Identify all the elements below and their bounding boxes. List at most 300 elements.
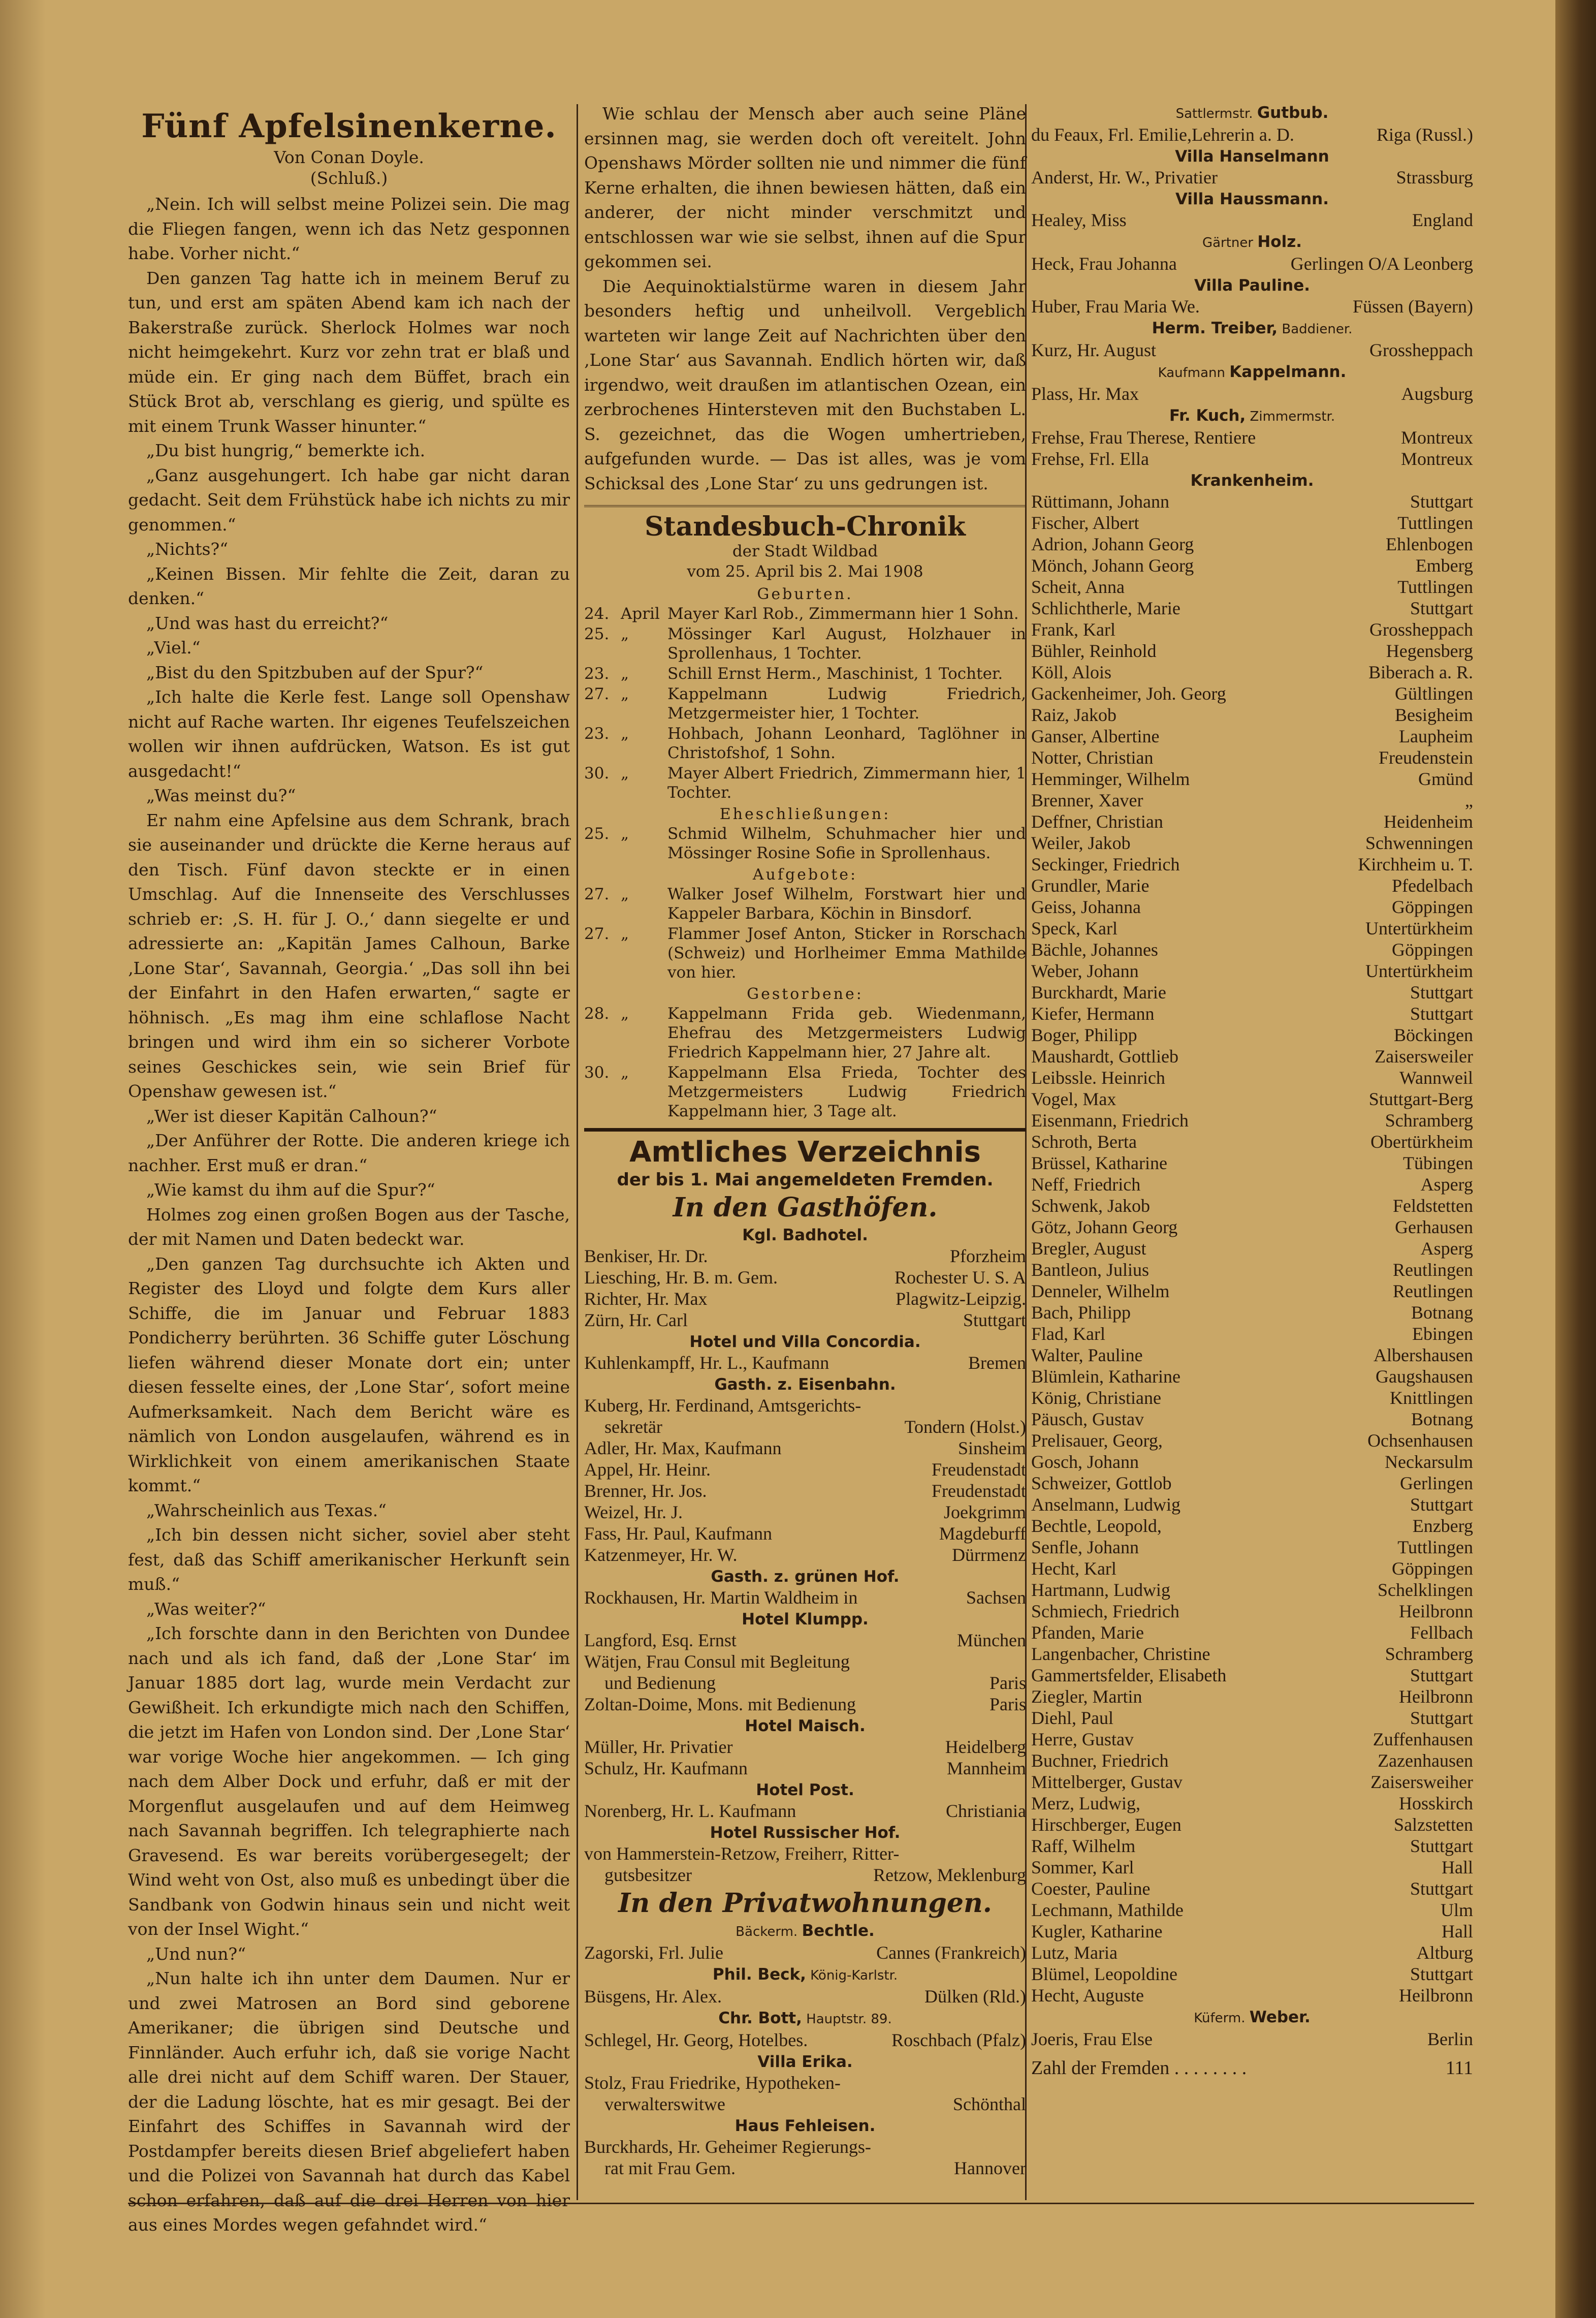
guest-name: Plass, Hr. Max xyxy=(1031,384,1139,404)
guest-name: Kuhlenkampff, Hr. L., Kaufmann xyxy=(584,1353,829,1373)
entry-text: Mayer Albert Friedrich, Zimmermann hier, 1 Tochter. xyxy=(667,764,1026,802)
lodging-name xyxy=(584,1921,1026,1942)
guest-name: Bregler, August xyxy=(1031,1238,1146,1259)
guest-origin: Schelklingen xyxy=(1378,1580,1473,1600)
guest-row xyxy=(1031,896,1473,918)
guest-line2 xyxy=(584,1416,1026,1437)
chronik-entry xyxy=(584,604,1026,623)
guest-row xyxy=(1031,339,1473,361)
chronik-title: Standesbuch-Chronik xyxy=(584,505,1026,541)
lodging-name xyxy=(1031,362,1473,383)
entry-text: Mössinger Karl August, Holzhauer in Sprollenhaus, 1 Tochter. xyxy=(667,624,1026,663)
guest-name: Schweizer, Gottlob xyxy=(1031,1473,1172,1493)
guest-origin: Joekgrimm xyxy=(944,1502,1026,1523)
guest-row xyxy=(1031,1942,1473,1963)
lodging-name xyxy=(584,1780,1026,1800)
guest-origin: Heidenheim xyxy=(1384,811,1473,832)
guest-origin: Fellbach xyxy=(1410,1622,1473,1643)
guest-origin: Pforzheim xyxy=(950,1246,1026,1267)
guest-origin: Gaugshausen xyxy=(1376,1366,1473,1387)
guest-row xyxy=(1031,747,1473,768)
entry-day: 28. xyxy=(584,1004,610,1023)
guest-name: Senfle, Johann xyxy=(1031,1537,1139,1557)
guest-row xyxy=(1031,1238,1473,1259)
lodging-label: Herm. Treiber, xyxy=(1152,319,1278,337)
guest-row xyxy=(1031,1110,1473,1131)
guest-origin: Retzow, Meklenburg xyxy=(873,1865,1026,1886)
guest-row xyxy=(584,1630,1026,1651)
guest-origin: Göppingen xyxy=(1392,897,1473,917)
column-guest-list xyxy=(1031,102,1473,2205)
guest-name: Kurz, Hr. August xyxy=(1031,340,1156,360)
guest-origin: Freudenstadt xyxy=(932,1459,1026,1480)
guest-row xyxy=(1031,768,1473,790)
story-paragraph: „Wie kamst du ihm auf die Spur?“ xyxy=(146,1180,435,1200)
guest-name: Benkiser, Hr. Dr. xyxy=(584,1246,708,1267)
guest-origin: Kirchheim u. T. xyxy=(1358,854,1473,874)
entry-text: Walker Josef Wilhelm, Forstwart hier und Kappeler Barbara, Köchin in Binsdorf. xyxy=(667,885,1026,923)
guest-name: Schulz, Hr. Kaufmann xyxy=(584,1758,748,1779)
story-author: Von Conan Doyle. xyxy=(274,147,424,168)
guest-origin: Böckingen xyxy=(1394,1025,1473,1045)
lodging-label: Villa Haussmann. xyxy=(1175,190,1329,208)
guest-origin: Tübingen xyxy=(1403,1153,1473,1173)
guest-name: Bächle, Johannes xyxy=(1031,939,1158,960)
guest-name: Bach, Philipp xyxy=(1031,1302,1131,1323)
guest-name: Burckhards, Hr. Geheimer Regierungs- xyxy=(584,2137,871,2157)
guest-origin: Freudenstadt xyxy=(932,1481,1026,1501)
guest-row xyxy=(1031,1430,1473,1451)
lodging-label: Gutbub. xyxy=(1257,104,1329,122)
lodging-name xyxy=(584,1332,1026,1352)
guest-row xyxy=(1031,167,1473,188)
guest-name: Kuberg, Hr. Ferdinand, Amtsgerichts- xyxy=(584,1395,861,1416)
guest-origin: Untertürkheim xyxy=(1365,961,1473,981)
chronik-entry xyxy=(584,824,1026,863)
lodging-name xyxy=(1031,2007,1473,2028)
lodging-name xyxy=(584,2008,1026,2029)
guest-origin: Stuttgart-Berg xyxy=(1368,1089,1473,1109)
guest-name: Stolz, Frau Friedrike, Hypotheken- xyxy=(584,2073,841,2093)
story-paragraph: „Viel.“ xyxy=(146,638,201,658)
lodging-name xyxy=(584,2116,1026,2136)
guest-row xyxy=(1031,1024,1473,1046)
guest-name: Müller, Hr. Privatier xyxy=(584,1737,733,1758)
lodging-name xyxy=(1031,471,1473,491)
guest-origin: Botnang xyxy=(1411,1409,1473,1429)
guest-row xyxy=(1031,1857,1473,1878)
guest-origin: Feldstetten xyxy=(1393,1196,1473,1216)
guest-origin: Salzstetten xyxy=(1394,1814,1473,1835)
guest-origin: Asperg xyxy=(1420,1238,1473,1259)
story-paragraph: „Nichts?“ xyxy=(146,539,229,559)
guest-name: Päusch, Gustav xyxy=(1031,1409,1144,1429)
guest-name: Buchner, Friedrich xyxy=(1031,1750,1169,1771)
guest-row xyxy=(1031,1067,1473,1088)
guest-row xyxy=(1031,1729,1473,1750)
chronik-section-label: Geburten. xyxy=(757,585,853,603)
guest-name: Diehl, Paul xyxy=(1031,1708,1113,1728)
entry-day: 23. xyxy=(584,664,610,683)
guest-name: Appel, Hr. Heinr. xyxy=(584,1459,711,1480)
guest-origin: Ehlenbogen xyxy=(1386,534,1473,554)
lodging-name xyxy=(584,1823,1026,1843)
lodging-prefix: Küferm. xyxy=(1194,2011,1250,2026)
guest-name: Bantleon, Julius xyxy=(1031,1260,1149,1280)
guest-name: Adler, Hr. Max, Kaufmann xyxy=(584,1438,782,1459)
lodging-label: Kappelmann. xyxy=(1229,363,1347,381)
guest-name: Richter, Hr. Max xyxy=(584,1289,708,1309)
guest-row xyxy=(584,1523,1026,1544)
guest-origin: Roschbach (Pfalz) xyxy=(891,2030,1026,2051)
guest-row xyxy=(1031,1152,1473,1174)
guest-row xyxy=(584,1501,1026,1523)
guest-row xyxy=(1031,1921,1473,1942)
lodging-label: Hotel Klumpp. xyxy=(742,1610,869,1629)
guest-name: Rockhausen, Hr. Martin Waldheim in xyxy=(584,1587,858,1608)
guest-row xyxy=(1031,1665,1473,1686)
guest-origin: Tuttlingen xyxy=(1397,1537,1473,1557)
guest-row xyxy=(1031,1473,1473,1494)
guest-row xyxy=(1031,1344,1473,1366)
entry-month: „ xyxy=(621,624,629,643)
guest-name: Fass, Hr. Paul, Kaufmann xyxy=(584,1523,772,1544)
lodging-prefix: Bäckerm. xyxy=(736,1924,802,1940)
guest-name: Ganser, Albertine xyxy=(1031,726,1160,746)
guest-row xyxy=(1031,939,1473,960)
chronik-entry xyxy=(584,885,1026,923)
guest-origin: Montreux xyxy=(1401,427,1473,448)
guest-origin: Göppingen xyxy=(1392,939,1473,960)
chronik-entry xyxy=(584,924,1026,982)
guest-row xyxy=(1031,1707,1473,1729)
guest-row xyxy=(1031,1366,1473,1387)
guest-name: Gosch, Johann xyxy=(1031,1452,1139,1472)
guest-name: Speck, Karl xyxy=(1031,918,1118,938)
guest-row xyxy=(1031,448,1473,469)
story-paragraph: „Den ganzen Tag durchsuchte ich Akten und Register des Lloyd und folgte dem Kurs aller Schiffe, die im Januar und Februar 1883 Pondicherry berührten. 36 Schiffe guter Löschung liefen während dieser Monate dort ein; unter diesen fesselte eines, der ‚Lone Star‘, sofort meine Aufmerksamkeit. Nach dem Bericht wäre es nämlich von London ausgelaufen, während es in Wirklichkeit von einem amerikanischen Staate kommt.“ xyxy=(128,1254,570,1496)
guest-origin: Paris xyxy=(989,1694,1026,1715)
chronik-entry xyxy=(584,684,1026,723)
guest-origin: Stuttgart xyxy=(1410,1004,1473,1024)
guest-name: Zagorski, Frl. Julie xyxy=(584,1943,723,1963)
guest-origin: Tuttlingen xyxy=(1397,577,1473,597)
guest-row xyxy=(1031,1985,1473,2006)
guest-origin: Stuttgart xyxy=(1410,1494,1473,1515)
guest-origin: Hall xyxy=(1442,1921,1473,1941)
total-value: 111 xyxy=(1445,2057,1473,2079)
guest-name: Boger, Philipp xyxy=(1031,1025,1137,1045)
guest-origin: Gültlingen xyxy=(1395,683,1473,704)
guest-name: Zürn, Hr. Carl xyxy=(584,1310,688,1331)
guest-origin: Stuttgart xyxy=(1410,491,1473,512)
guest-name: Schmiech, Friedrich xyxy=(1031,1601,1179,1621)
guest-origin: Berlin xyxy=(1427,2029,1473,2049)
column-middle xyxy=(584,102,1026,2205)
guest-name: Hirschberger, Eugen xyxy=(1031,1814,1182,1835)
guest-line2 xyxy=(584,2157,1026,2179)
guest-name: Denneler, Wilhelm xyxy=(1031,1281,1170,1301)
guest-name: Scheit, Anna xyxy=(1031,577,1125,597)
guest-row xyxy=(584,1352,1026,1373)
guest-origin: Knittlingen xyxy=(1390,1388,1473,1408)
column-rule-1 xyxy=(577,104,578,2200)
private-guest-list-continued xyxy=(1031,103,1473,2050)
guest-row xyxy=(584,1986,1026,2007)
guest-row xyxy=(1031,918,1473,939)
guest-origin: Reutlingen xyxy=(1393,1260,1473,1280)
guest-row xyxy=(584,1245,1026,1267)
story-paragraph: „Nein. Ich will selbst meine Polizei sein. Die mag die Fliegen fangen, wenn ich das Netz gesponnen habe. Vorher nicht.“ xyxy=(128,194,570,264)
entry-month: April xyxy=(621,604,660,623)
guest-name: Kiefer, Hermann xyxy=(1031,1004,1155,1024)
guest-name: du Feaux, Frl. Emilie,Lehrerin a. D. xyxy=(1031,124,1294,145)
entry-month: „ xyxy=(621,924,629,943)
guest-name-cont: gutsbesitzer xyxy=(604,1865,692,1886)
guest-name: Brüssel, Katharine xyxy=(1031,1153,1167,1173)
guest-row xyxy=(1031,790,1473,811)
lodging-label: Bechtle. xyxy=(802,1922,875,1940)
chronik-entry xyxy=(584,664,1026,683)
guest-name: Weizel, Hr. J. xyxy=(584,1502,683,1523)
guest-row xyxy=(1031,1195,1473,1216)
lodging-label: Hotel Maisch. xyxy=(745,1717,866,1736)
guest-row xyxy=(1031,662,1473,683)
guest-name: Sommer, Karl xyxy=(1031,1857,1134,1877)
story-continuation-note: (Schluß.) xyxy=(310,168,388,189)
guest-row xyxy=(1031,1750,1473,1771)
entry-text: Kappelmann Ludwig Friedrich, Metzgermeister hier, 1 Tochter. xyxy=(667,684,1026,723)
guest-row xyxy=(584,1544,1026,1565)
guest-name-cont: und Bedienung xyxy=(604,1673,716,1694)
story-paragraph: Holmes zog einen großen Bogen aus der Tasche, der mit Namen und Daten bedeckt war. xyxy=(128,1204,570,1249)
entry-month: „ xyxy=(621,1063,629,1082)
guest-row xyxy=(584,1480,1026,1501)
guest-origin: Asperg xyxy=(1420,1174,1473,1195)
guest-name: von Hammerstein-Retzow, Freiherr, Ritter- xyxy=(584,1843,900,1864)
lodging-suffix: König-Karlstr. xyxy=(806,1968,898,1984)
entry-month: „ xyxy=(621,885,629,903)
entry-text: Kappelmann Elsa Frieda, Tochter des Metzgermeisters Ludwig Friedrich Kappelmann hier, 3 Tage alt. xyxy=(667,1063,1026,1120)
guest-row xyxy=(1031,124,1473,145)
lodging-prefix: Gärtner xyxy=(1202,235,1258,250)
lodging-label: Gasth. z. Eisenbahn. xyxy=(714,1375,896,1394)
guest-row xyxy=(1031,1259,1473,1280)
guest-row xyxy=(1031,875,1473,896)
guest-origin: Riga (Russl.) xyxy=(1376,124,1473,145)
story-paragraph: „Wer ist dieser Kapitän Calhoun?“ xyxy=(146,1106,437,1126)
guest-name: Fischer, Albert xyxy=(1031,513,1139,533)
guest-row xyxy=(584,1587,1026,1608)
guest-name: Wätjen, Frau Consul mit Begleitung xyxy=(584,1651,850,1672)
guest-row xyxy=(1031,960,1473,982)
section-divider xyxy=(584,1128,1026,1132)
guest-row xyxy=(1031,534,1473,555)
lodging-suffix: Baddiener. xyxy=(1278,322,1353,337)
guest-origin: Dürrmenz xyxy=(952,1545,1026,1565)
guest-row xyxy=(1031,427,1473,448)
guest-row xyxy=(1031,1451,1473,1473)
guest-name: Gackenheimer, Joh. Georg xyxy=(1031,683,1226,704)
lodging-name xyxy=(584,2052,1026,2072)
guest-name: Mönch, Johann Georg xyxy=(1031,555,1194,576)
guest-row xyxy=(1031,1579,1473,1601)
guest-row xyxy=(1031,1494,1473,1515)
guest-row xyxy=(584,1800,1026,1822)
lodging-name xyxy=(1031,146,1473,167)
entry-month: „ xyxy=(621,724,629,743)
guest-name: Walter, Pauline xyxy=(1031,1345,1143,1365)
guest-origin: Göppingen xyxy=(1392,1558,1473,1579)
entry-day: 30. xyxy=(584,1063,610,1082)
lodging-label: Phil. Beck, xyxy=(712,1965,806,1984)
lodging-label: Hotel und Villa Concordia. xyxy=(689,1333,921,1352)
guest-name: Leibssle. Heinrich xyxy=(1031,1068,1165,1088)
chronik-entry xyxy=(584,1004,1026,1062)
guest-origin: Schramberg xyxy=(1385,1644,1473,1664)
guest-name: Hemminger, Wilhelm xyxy=(1031,769,1190,789)
story-paragraph: Wie schlau der Mensch aber auch seine Pläne ersinnen mag, sie werden doch oft vereitelt. John Openshaws Mörder sollten nie und nimmer die fünf Kerne erhalten, die ihnen bewiesen hätten, daß ein anderer, der nicht minder verschmitzt und entschlossen war wie sie selbst, ihnen auf die Spur gekommen sei. xyxy=(584,104,1026,271)
entry-day: 27. xyxy=(584,885,610,903)
guest-origin: Albershausen xyxy=(1374,1345,1473,1365)
story-paragraph: „Wahrscheinlich aus Texas.“ xyxy=(146,1500,387,1520)
lodging-name xyxy=(1031,189,1473,209)
lodging-name xyxy=(584,1964,1026,1986)
guest-name: Hecht, Auguste xyxy=(1031,1985,1144,2006)
guest-origin: Stuttgart xyxy=(963,1310,1026,1331)
guest-origin: Hall xyxy=(1442,1857,1473,1877)
guest-row xyxy=(1031,726,1473,747)
hotel-guest-list xyxy=(584,1225,1026,1886)
guest-name: Vogel, Max xyxy=(1031,1089,1116,1109)
guest-origin: Bremen xyxy=(968,1353,1026,1373)
entry-day: 30. xyxy=(584,764,610,782)
guest-row xyxy=(1031,1323,1473,1344)
guest-row xyxy=(584,1309,1026,1331)
guest-row xyxy=(584,2072,1026,2115)
guest-origin: Tuttlingen xyxy=(1397,513,1473,533)
story-paragraph: „Nun halte ich ihn unter dem Daumen. Nur er und zwei Matrosen an Bord sind geborene Amerikaner; die übrigen sind Deutsche und Finnländer. Auch erfuhr ich, daß sie vorige Nacht alle drei nicht auf dem Schiff waren. Der Stauer, der die Ladung löschte, hat es mir gesagt. Bei der Einfahrt des Schiffes in Savannah wird der Postdampfer bereits diesen Brief abgeliefert haben und die Polizei von Savannah hat durch das Kabel schon erfahren, daß auf die drei Herren von hier aus eines Mordes wegen gefahndet wird.“ xyxy=(128,1968,570,2235)
chronik-entry xyxy=(584,764,1026,802)
lodging-name xyxy=(584,1609,1026,1630)
guest-name: Pfanden, Marie xyxy=(1031,1622,1144,1643)
guest-row xyxy=(1031,1408,1473,1430)
story-paragraph: „Ich halte die Kerle fest. Lange soll Openshaw nicht auf Rache warten. Ihr eigenes Teufelszeichen wollen wir ihnen aufdrücken, Watson. Es ist gut ausgedacht!“ xyxy=(128,687,570,781)
guest-origin: Gerhausen xyxy=(1395,1217,1473,1237)
guest-name: Herre, Gustav xyxy=(1031,1729,1134,1749)
guest-origin: Altburg xyxy=(1416,1943,1473,1963)
guest-name: Bechtle, Leopold, xyxy=(1031,1516,1162,1536)
guest-name: Adrion, Johann Georg xyxy=(1031,534,1194,554)
entry-month: „ xyxy=(621,824,629,843)
guest-row xyxy=(1031,1771,1473,1793)
guest-origin: Biberach a. R. xyxy=(1368,662,1473,682)
story-paragraph: Er nahm eine Apfelsine aus dem Schrank, brach sie auseinander und drückte die Kerne heraus auf den Tisch. Fünf davon steckte er in einen Umschlag. Auf die Innenseite des Verschlusses schrieb er: ‚S. H. für J. O.,‘ dann siegelte er und adressierte an: „Kapitän James Calhoun, Barke ‚Lone Star‘, Savannah, Georgia.‘ „Das soll ihn bei der Einfahrt in den Hafen erwarten,“ sagte er höhnisch. „Es mag ihm eine schlaflose Nacht bringen und wird ihm ein so sicherer Vorbote seines Geschickes sein, wie sein Brief für Openshaw gewesen ist.“ xyxy=(128,810,570,1102)
guest-name: Hecht, Karl xyxy=(1031,1558,1116,1579)
story-paragraph: „Du bist hungrig,“ bemerkte ich. xyxy=(146,441,426,461)
guest-row xyxy=(1031,296,1473,317)
guest-origin: Stuttgart xyxy=(1410,1964,1473,1984)
guest-origin: Cannes (Frankreich) xyxy=(876,1943,1026,1963)
guest-row xyxy=(584,1437,1026,1459)
guest-name: Schlichtherle, Marie xyxy=(1031,598,1180,618)
guest-origin: Zaisersweiher xyxy=(1370,1772,1473,1792)
guest-origin: Hosskirch xyxy=(1399,1793,1473,1813)
guest-origin: Sinsheim xyxy=(957,1438,1026,1459)
guest-row xyxy=(584,1288,1026,1309)
story-body-continued xyxy=(584,102,1026,496)
guest-name: Köll, Alois xyxy=(1031,662,1112,682)
guest-row xyxy=(1031,1558,1473,1579)
guest-origin: Laupheim xyxy=(1399,726,1473,746)
guest-name: Eisenmann, Friedrich xyxy=(1031,1110,1189,1131)
guest-origin: Plagwitz-Leipzig. xyxy=(896,1289,1026,1309)
lodging-label: Haus Fehleisen. xyxy=(735,2117,876,2136)
guest-row xyxy=(584,1459,1026,1480)
lodging-label: Villa Erika. xyxy=(757,2053,853,2072)
guest-name: Frank, Karl xyxy=(1031,619,1115,640)
guest-name: Liesching, Hr. B. m. Gem. xyxy=(584,1267,778,1288)
guest-name: Coester, Pauline xyxy=(1031,1878,1151,1899)
guest-origin: Sachsen xyxy=(966,1587,1026,1608)
guest-origin: Strassburg xyxy=(1396,167,1473,187)
guest-origin: Gerlingen O/A Leonberg xyxy=(1290,254,1473,274)
guest-name-cont: verwalterswitwe xyxy=(604,2094,725,2115)
guest-row xyxy=(1031,383,1473,404)
guest-origin: Emberg xyxy=(1415,555,1473,576)
guest-name: Schlegel, Hr. Georg, Hotelbes. xyxy=(584,2030,808,2051)
guest-row xyxy=(1031,1003,1473,1024)
guest-row xyxy=(584,1651,1026,1694)
guest-row xyxy=(1031,640,1473,662)
guest-name: Anselmann, Ludwig xyxy=(1031,1494,1180,1515)
guest-row xyxy=(1031,1280,1473,1302)
guest-name: Rüttimann, Johann xyxy=(1031,491,1169,512)
guest-origin: Besigheim xyxy=(1395,705,1473,725)
story-paragraph: „Was meinst du?“ xyxy=(146,786,296,806)
lodging-name xyxy=(1031,232,1473,253)
guest-name: Lutz, Maria xyxy=(1031,1943,1118,1963)
guest-row xyxy=(1031,1131,1473,1152)
guest-name: Schwenk, Jakob xyxy=(1031,1196,1150,1216)
entry-day: 23. xyxy=(584,724,610,743)
book-binding xyxy=(1555,0,1596,2318)
guest-origin: Heilbronn xyxy=(1399,1686,1473,1707)
guest-origin: Tondern (Holst.) xyxy=(904,1417,1026,1437)
guest-row xyxy=(1031,576,1473,598)
story-paragraph: „Ich bin dessen nicht sicher, soviel aber steht fest, daß das Schiff amerikanischer Herkunft sein muß.“ xyxy=(128,1525,570,1594)
page-edge-shadow xyxy=(0,0,46,2318)
chronik-section-label: Gestorbene: xyxy=(747,985,864,1003)
guest-name: Grundler, Marie xyxy=(1031,875,1150,896)
guest-name: Blümlein, Katharine xyxy=(1031,1366,1180,1387)
guest-name: Blümel, Leopoldine xyxy=(1031,1964,1177,1984)
lodging-label: Kgl. Badhotel. xyxy=(742,1226,868,1245)
guest-origin: Gmünd xyxy=(1418,769,1473,789)
lodging-name xyxy=(1031,405,1473,427)
guest-row xyxy=(1031,1302,1473,1323)
guest-row xyxy=(1031,1601,1473,1622)
lodging-name xyxy=(584,1374,1026,1395)
guest-row xyxy=(1031,683,1473,704)
guest-name: Götz, Johann Georg xyxy=(1031,1217,1178,1237)
guest-origin: Rochester U. S. A xyxy=(895,1267,1026,1288)
guest-origin: Füssen (Bayern) xyxy=(1353,296,1473,317)
guest-name: Neff, Friedrich xyxy=(1031,1174,1141,1195)
guest-name: Hartmann, Ludwig xyxy=(1031,1580,1170,1600)
guest-row xyxy=(1031,982,1473,1003)
lodging-name xyxy=(584,1716,1026,1736)
